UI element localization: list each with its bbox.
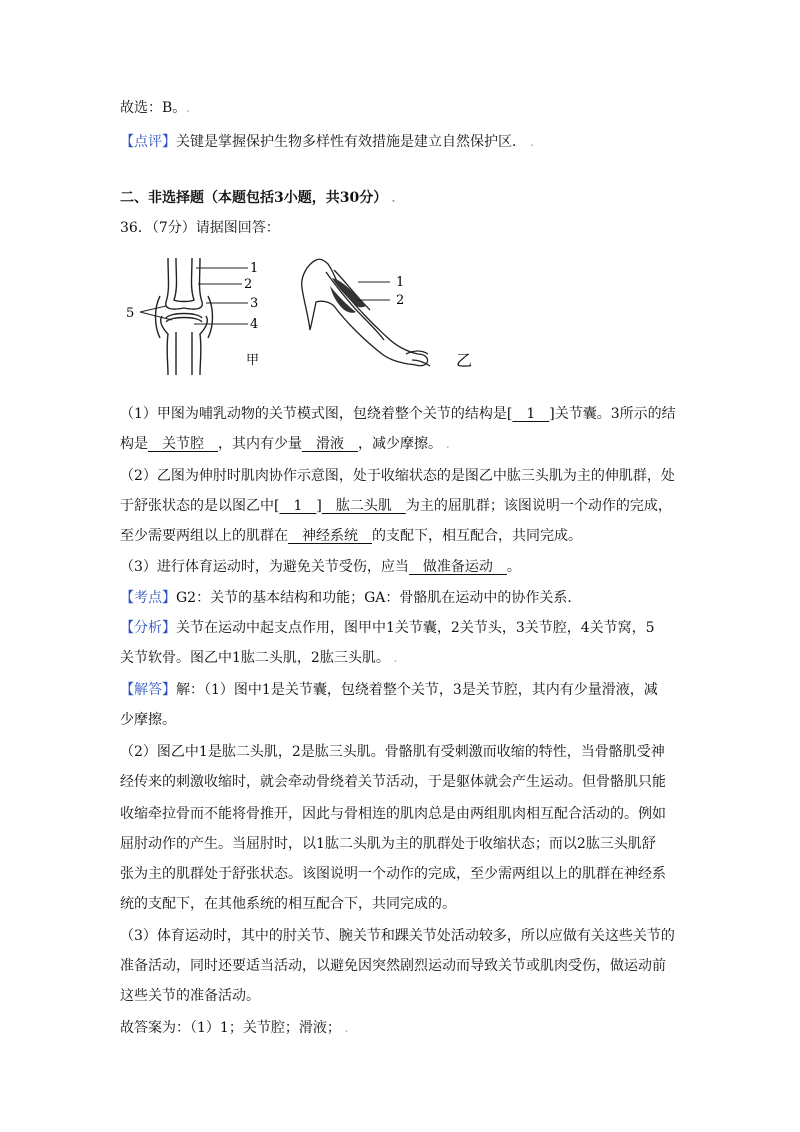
figure-jia-leader-lines [140,268,248,324]
q3-blank-1: 做准备运动 [408,559,507,575]
q2-text-c: ] [316,498,322,514]
q2-line-2 [120,496,672,516]
jieda-line-11: 这些关节的准备活动。 [120,988,260,1004]
q1-line-1 [120,404,676,424]
q1-text-c: 构是 [120,436,148,452]
q2-text-f: 的支配下，相互配合，共同完成。 [372,528,582,544]
q2-blank-2: 肱二头肌 [321,498,406,514]
jieda-text-1: 解：（1）图中1是关节囊，包绕着整个关节，3是关节腔，其内有少量滑液，减 [176,682,658,698]
jieda-line-7: 张为主的肌群处于舒张状态。该图说明一个动作的完成，至少需两组以上的肌群在神经系 [120,866,666,882]
figure-jia-label-5: 5 [126,306,135,321]
q2-line-3 [120,526,582,546]
figure-yi-leader-lines [356,282,390,300]
q2-text-e: 至少需要两组以上的肌群在 [120,528,288,544]
kaodian-line [120,588,581,608]
figure-jia-label-3: 3 [250,296,259,311]
question-heading [120,218,280,238]
jieda-line-3: （2）图乙中1是肱二头肌，2是肱三头肌。骨骼肌有受刺激而收缩的特性，当骨骼肌受神 [120,744,665,760]
final-answer-text: 故答案为：（1）1；关节腔；滑液； [120,1020,341,1036]
jieda-line-5: 收缩牵拉骨而不能将骨推开，因此与骨相连的肌肉总是由两组肌肉相互配合活动的。例如 [120,806,666,822]
figure-jia-caption: 甲 [246,353,260,368]
q2-blank-3: 神经系统 [288,528,372,544]
q2-text-b: 于舒张状态的是以图乙中[ [120,498,280,514]
q1-blank-1: 1 [512,406,550,422]
jieda-line-1 [120,680,658,700]
figure-area [120,250,500,390]
figure-yi-label-2: 2 [396,293,405,308]
question-intro: （7分）请据图回答： [151,220,280,236]
q1-text-d: ，其内有少量 [218,436,302,452]
figure-jia-label-2: 2 [244,277,253,292]
q2-blank-1: 1 [279,498,317,514]
review-text: 关键是掌握保护生物多样性有效措施是建立自然保护区． [176,134,526,150]
q2-line-1 [120,466,675,486]
figure-jia-label-1: 1 [250,261,259,276]
q1-text-b: ]关节囊。3所示的结 [549,406,676,422]
fenxi-tag: 【分析】 [120,620,176,636]
section-title: 二、非选择题（本题包括3小题，共30分） . [120,190,396,206]
question-number: 36． [120,220,152,236]
jieda-line-9: （3）体育运动时，其中的肘关节、腕关节和踝关节处活动较多，所以应做有关这些关节的 [120,928,675,944]
fenxi-line-2: 关节软骨。图乙中1肱二头肌，2肱三头肌。 . [120,650,398,666]
fenxi-text-1: 关节在运动中起支点作用，图甲中1关节囊，2关节头，3关节腔，4关节窝，5 [176,620,655,636]
q1-blank-3: 滑液 [302,436,358,452]
kaodian-tag: 【考点】 [120,590,176,606]
section-title-text: 二、非选择题（本题包括3小题，共30分） [120,190,388,206]
jieda-tag: 【解答】 [120,682,176,698]
answer-text: 故选：B。 [120,100,187,116]
figure-jia-joint-diagram [156,258,213,375]
jieda-line-4: 经传来的刺激收缩时，就会牵动骨绕着关节活动，于是躯体就会产生运动。但骨骼肌只能 [120,774,666,790]
q1-text-e: ，减少摩擦。 [358,436,442,452]
q1-blank-2: 关节腔 [148,436,218,452]
jieda-line-2: 少摩擦。 [120,712,176,728]
review-tag: 【点评】 [120,134,176,150]
q3-text-b: 。 [506,559,521,575]
jieda-line-8: 统的支配下，在其他系统的相互配合下，共同完成的。 [120,896,456,912]
kaodian-text: G2：关节的基本结构和功能；GA：骨骼肌在运动中的协作关系． [176,590,582,606]
fenxi-line-1 [120,618,655,638]
figure-yi-arm-diagram [302,259,430,366]
q1-line-2: 构是 关节腔 ，其内有少量 滑液 ，减少摩擦。 . [120,436,450,452]
q2-text-d: 为主的屈肌群；该图说明一个动作的完成， [405,498,672,514]
jieda-line-6: 屈肘动作的产生。当屈肘时，以1肱二头肌为主的肌群处于收缩状态；而以2肱三头肌舒 [120,836,656,852]
jieda-line-10: 准备活动，同时还要适当活动，以避免因突然剧烈运动而导致关节或肌肉受伤，做运动前 [120,958,666,974]
figure-yi-caption: 乙 [456,351,473,370]
q3-line [120,557,521,577]
review-line: 【点评】关键是掌握保护生物多样性有效措施是建立自然保护区． . [120,134,534,150]
q3-text-a: （3）进行体育运动时，为避免关节受伤，应当 [120,559,409,575]
final-answer-line: 故答案为：（1）1；关节腔；滑液； . [120,1020,349,1036]
q2-text-a: （2）乙图为伸肘时肌肉协作示意图，处于收缩状态的是图乙中肱三头肌为主的伸肌群，处 [120,468,675,484]
answer-line: 故选：B。. [120,100,191,116]
q1-text-a: （1）甲图为哺乳动物的关节模式图，包绕着整个关节的结构是[ [120,406,513,422]
figure-yi-label-1: 1 [396,275,405,290]
fenxi-text-2: 关节软骨。图乙中1肱二头肌，2肱三头肌。 [120,650,390,666]
figure-jia-label-4: 4 [250,317,259,332]
